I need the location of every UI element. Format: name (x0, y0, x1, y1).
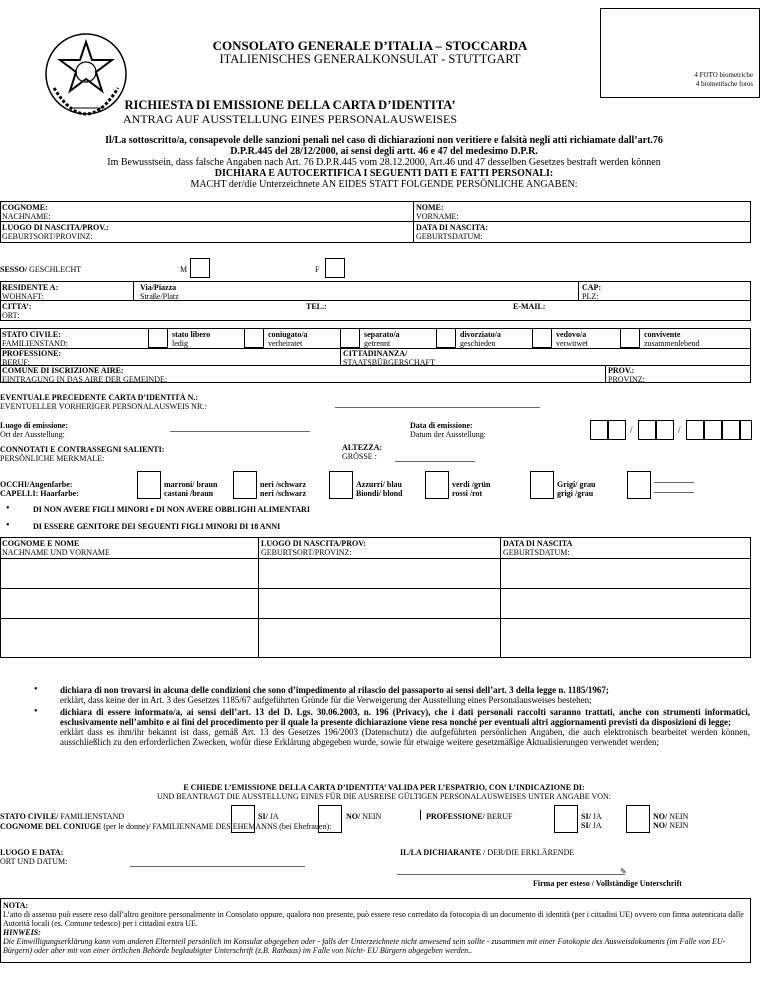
sex-label: SESSO/ GESCHLECHT (0, 265, 82, 274)
issue-date-year-4[interactable] (740, 420, 752, 440)
issue-date-year-3[interactable] (722, 420, 740, 440)
request-profession-yes-label: SI/ JA SI/ JA (581, 812, 602, 830)
civil-cohabiting-label: convivente zusammenlebend (644, 330, 700, 348)
civil-single-checkbox[interactable] (148, 328, 168, 348)
residence-city-field[interactable]: RESIDENTE A: WOHNAFT: (2, 283, 59, 301)
color-brown-label: marroni/ braun castani /braun (164, 480, 218, 498)
issue-date-day-2[interactable] (608, 420, 626, 440)
color-blue-checkbox[interactable] (329, 471, 353, 499)
email-field[interactable]: E-MAIL: (513, 302, 546, 311)
civil-separated-label: separato/a getrennt (364, 330, 400, 348)
color-other-hair-input[interactable] (654, 492, 694, 493)
previous-card-input[interactable] (335, 407, 540, 408)
issue-place-input[interactable] (170, 431, 310, 432)
date-separator: / (678, 425, 681, 435)
phone-field[interactable]: TEL.: (306, 302, 327, 311)
children-col-birthplace: LUOGO DI NASCITA/PROV: GEBURTSORT/PROVINZ: (261, 539, 366, 557)
civil-cohabiting-checkbox[interactable] (620, 328, 640, 348)
sex-m-checkbox[interactable] (190, 258, 210, 278)
bullet: • (6, 503, 10, 514)
intro-line-1: Il/La sottoscritto/a, consapevole delle sanzioni penali nel caso di dichiarazioni non veritiere e falsità negli atti richiamate dall’art.76 (105, 135, 663, 146)
civil-married-checkbox[interactable] (244, 328, 264, 348)
color-other-eyes-input[interactable] (654, 482, 694, 483)
photo-label-it: 4 FOTO biometriche (694, 71, 753, 79)
previous-card-label: EVENTUALE PRECEDENTE CARTA D’IDENTITÀ N.: EVENTUELLER VORHERIGER PERSONALAUSWEIS NR.: (0, 393, 207, 411)
request-civil-no-label: NO/ NEIN (346, 812, 382, 821)
sex-m-label: M (180, 265, 188, 274)
children-option[interactable]: DI ESSERE GENITORE DEI SEGUENTI FIGLI MINORI DI 18 ANNI (33, 522, 281, 531)
features-label: CONNOTATI E CONTRASSEGNI SALIENTI: PERSÖNLICHE MERKMALE: (0, 445, 165, 463)
issue-date-day-1[interactable] (590, 420, 608, 440)
issue-date-year-2[interactable] (704, 420, 722, 440)
birthdate-field[interactable]: DATA DI NASCITA: GEBURTSDATUM: (416, 223, 489, 241)
street-field[interactable]: Via/Piazza Straße/Platz (140, 283, 179, 301)
issue-date-month-2[interactable] (656, 420, 674, 440)
sex-f-checkbox[interactable] (325, 258, 345, 278)
aire-field[interactable]: COMUNE DI ISCRIZIONE AIRE: EINTRAGUNG IN DAS AIRE DER GEMEINDE: (2, 366, 168, 384)
citizenship-field[interactable]: CITTADINANZA/ STAATSBÜRGERSCHAFT (343, 349, 435, 367)
intro-line-4: DICHIARA E AUTOCERTIFICA I SEGUENTI DATI E FATTI PERSONALI: (214, 168, 554, 179)
children-col-name: COGNOME E NOME NACHNAME UND VORNAME (2, 539, 110, 557)
bullet: • (34, 684, 38, 695)
province-field[interactable]: PROV.: PROVINZ: (608, 366, 645, 384)
table-row[interactable] (1, 589, 257, 617)
color-blue-label: Azzurri/ blau Biondi/ blond (356, 480, 403, 498)
children-col-birthdate: DATA DI NASCITA GEBURTSDATUM: (503, 539, 573, 557)
profession-field[interactable]: PROFESSIONE: BERUF: (2, 349, 62, 367)
civil-status-label: STATO CIVILE: FAMILIENSTAND: (2, 330, 68, 348)
request-profession-yes-checkbox[interactable] (554, 805, 578, 833)
signature-input[interactable] (397, 874, 625, 875)
issue-date-label: Data di emissione: Datum der Ausstellung: (410, 421, 486, 439)
form-title-de: ANTRAG AUF AUSSTELLUNG EINES PERSONALAUSWEISES (122, 112, 458, 126)
request-civil-yes-label: SI/ JA (258, 812, 279, 821)
request-profession-no-label: NO/ NEIN NO/ NEIN (653, 812, 689, 830)
color-grey-checkbox[interactable] (530, 471, 554, 499)
civil-separated-checkbox[interactable] (340, 328, 360, 348)
intro-line-2: D.P.R.445 del 28/12/2000, ai sensi degli artt. 46 e 47 del medesimo D.P.R. (230, 146, 538, 157)
civil-widowed-checkbox[interactable] (532, 328, 552, 348)
civil-widowed-label: vedovo/a verwitwet (556, 330, 588, 348)
date-separator: / (630, 425, 633, 435)
place-date-label: LUOGO E DATA: ORT UND DATUM: (0, 848, 68, 866)
personal-data-box (0, 201, 751, 243)
no-children-option[interactable]: DI NON AVERE FIGLI MINORI e DI NON AVERE OBBLIGHI ALIMENTARI (33, 505, 310, 514)
consulate-name-it: CONSOLATO GENERALE D’ITALIA – STOCCARDA (212, 38, 528, 53)
eyes-hair-label: OCCHI/Augenfarbe: CAPELLI: Haarfarbe: (0, 480, 79, 498)
birthplace-field[interactable]: LUOGO DI NASCITA/PROV.: GEBURTSORT/PROVINZ: (2, 223, 109, 241)
sex-f-label: F (315, 265, 320, 274)
name-field[interactable]: NOME: VORNAME: (416, 203, 459, 221)
table-row[interactable] (1, 619, 257, 657)
declarant-label: IL/LA DICHIARANTE / DER/DIE ERKLÄRENDE (400, 848, 575, 857)
pen-icon: ✎ (620, 867, 627, 876)
bullet: • (6, 520, 10, 531)
request-profession-label: PROFESSIONE/ BERUF (426, 812, 513, 821)
issue-date-year-1[interactable] (686, 420, 704, 440)
color-grey-label: Grigi/ grau grigi /grau (557, 480, 596, 498)
form-title-it: RICHIESTA DI EMISSIONE DELLA CARTA D’IDENTITA’ (124, 98, 456, 112)
table-row[interactable] (1, 559, 257, 587)
color-other-checkbox[interactable] (627, 471, 651, 499)
signature-caption: Firma per esteso / Vollständige Unterschrift (533, 879, 682, 888)
intro-line-5: MACHT der/die Unterzeichnete AN EIDES STATT FOLGENDE PERSÖNLICHE ANGABEN: (190, 179, 578, 190)
intro-block (20, 135, 748, 190)
declaration-1: dichiara di non trovarsi in alcuna delle condizioni che sono d’impedimento al rilascio del passaporto ai sensi dell’art. 3 della legge n. 1185/1967; erklärt, dass keine der in Art. 3 des Gesetzes 1185/67 aufgeführten Gründe für die Verweigerung der Ausstellung eines Personalausweises bestehen; (60, 685, 609, 705)
civil-married-label: coniugato/a verheiratet (268, 330, 308, 348)
place-date-input[interactable] (130, 866, 305, 867)
issue-date-month-1[interactable] (638, 420, 656, 440)
color-green-checkbox[interactable] (425, 471, 449, 499)
intro-line-3: Im Bewusstsein, dass falsche Angaben nach Art. 76 D.P.R.445 vom 28.12.2000, Art.46 und 47 desselben Gesetzes bestraft werden können (107, 157, 661, 168)
civil-divorced-checkbox[interactable] (436, 328, 456, 348)
bullet: • (34, 706, 38, 717)
surname-field[interactable]: COGNOME: NACHNAME: (2, 203, 51, 221)
city-field[interactable]: CITTA’: ORT: (2, 302, 32, 320)
consulate-name-de: ITALIENISCHES GENERALKONSULAT - STUTTGART (219, 52, 521, 66)
declaration-2: dichiara di essere informato/a, ai sensi dell’art. 13 del D. Lgs. 30.06.2003, n. 196 (Privacy), che i dati personali raccolti saranno trattati, anche con strumenti informatici, esclusivamente nell’ambito e ai fini del procedimento per il quale la presente dichiarazione viene resa nonché per eventuali altri aggiornamenti previsti da disposizioni di legge; erklärt dass es ihm/ihr bekannt ist dass, gemäß Art. 13 des Gesetzes 196/2003 (Datenschutz) die aufgeführten persönlichen Angaben, die auch elektronisch bearbeitet werden können, ausschließlich zu den erforderlichen Zwecken, wofür diese Erklärung abgegeben wurde, sowie für etwaige weitere gesetzmäßige Aktualisierungen verwendet werden; (60, 707, 750, 747)
photo-label-de: 4 biometrische fotos (695, 80, 753, 88)
height-label: ALTEZZA: GRÖSSE : (342, 443, 383, 461)
color-green-label: verdi /grün rossi /rot (452, 480, 491, 498)
zip-field[interactable]: CAP: PLZ: (582, 283, 602, 301)
note-content: NOTA: L’atto di assenso può essere reso dall’altro genitore personalmente in Consolato oppure, qualora non presente, può essere reso corredato da fotocopia di un documento di identità (per i cittadini UE) ovvero con firma autenticata dalle Autorità locali (es. Comune tedesco) per i cittadini extra UE. HINWEIS: Die Einwilligungserklärung kann vom anderen Elternteil persönlich im Konsulat abgegeben oder - falls der Unterzeichnete nicht anwesend sein sollte - zusammen mit einer Fotokopie des Ausweisdokuments (im Falle von EU-Bürgern) oder aber mit von einer örtlichen Behörde beglaubigter Unterschrift (z.B. Rathaus) im Falle von Nicht- EU Bürgern abgegeben werden.. (3, 901, 744, 955)
height-input[interactable] (395, 461, 475, 462)
color-black-checkbox[interactable] (233, 471, 257, 499)
color-black-label: neri /schwarz neri /schwarz (260, 480, 306, 498)
issue-place-label: Luogo di emissione: Ort der Ausstellung: (0, 421, 69, 439)
request-text: E CHIEDE L’EMISSIONE DELLA CARTA D’IDENTITA’ VALIDA PER L’ESPATRIO, CON L’INDICAZIONE DI: UND BEANTRAGT DIE AUSSTELLUNG EINES FÜR DIE AUSREISE GÜLTIGEN PERSONALAUSWEISES UNTER ANGABE VON: (156, 783, 612, 801)
civil-single-label: stato libero ledig (172, 330, 211, 348)
color-brown-checkbox[interactable] (137, 471, 161, 499)
civil-divorced-label: divorziato/a geschieden (460, 330, 501, 348)
photo-box (600, 8, 760, 98)
request-civil-label: STATO CIVILE/ FAMILIENSTAND (0, 812, 125, 821)
spouse-name-label: COGNOME DEL CONIUGE (per le donne)/ FAMILIENNAME DES EHEMANNS (bei Ehefrauen): (0, 822, 332, 831)
residence-box (0, 281, 751, 321)
request-profession-no-checkbox[interactable] (626, 805, 650, 833)
